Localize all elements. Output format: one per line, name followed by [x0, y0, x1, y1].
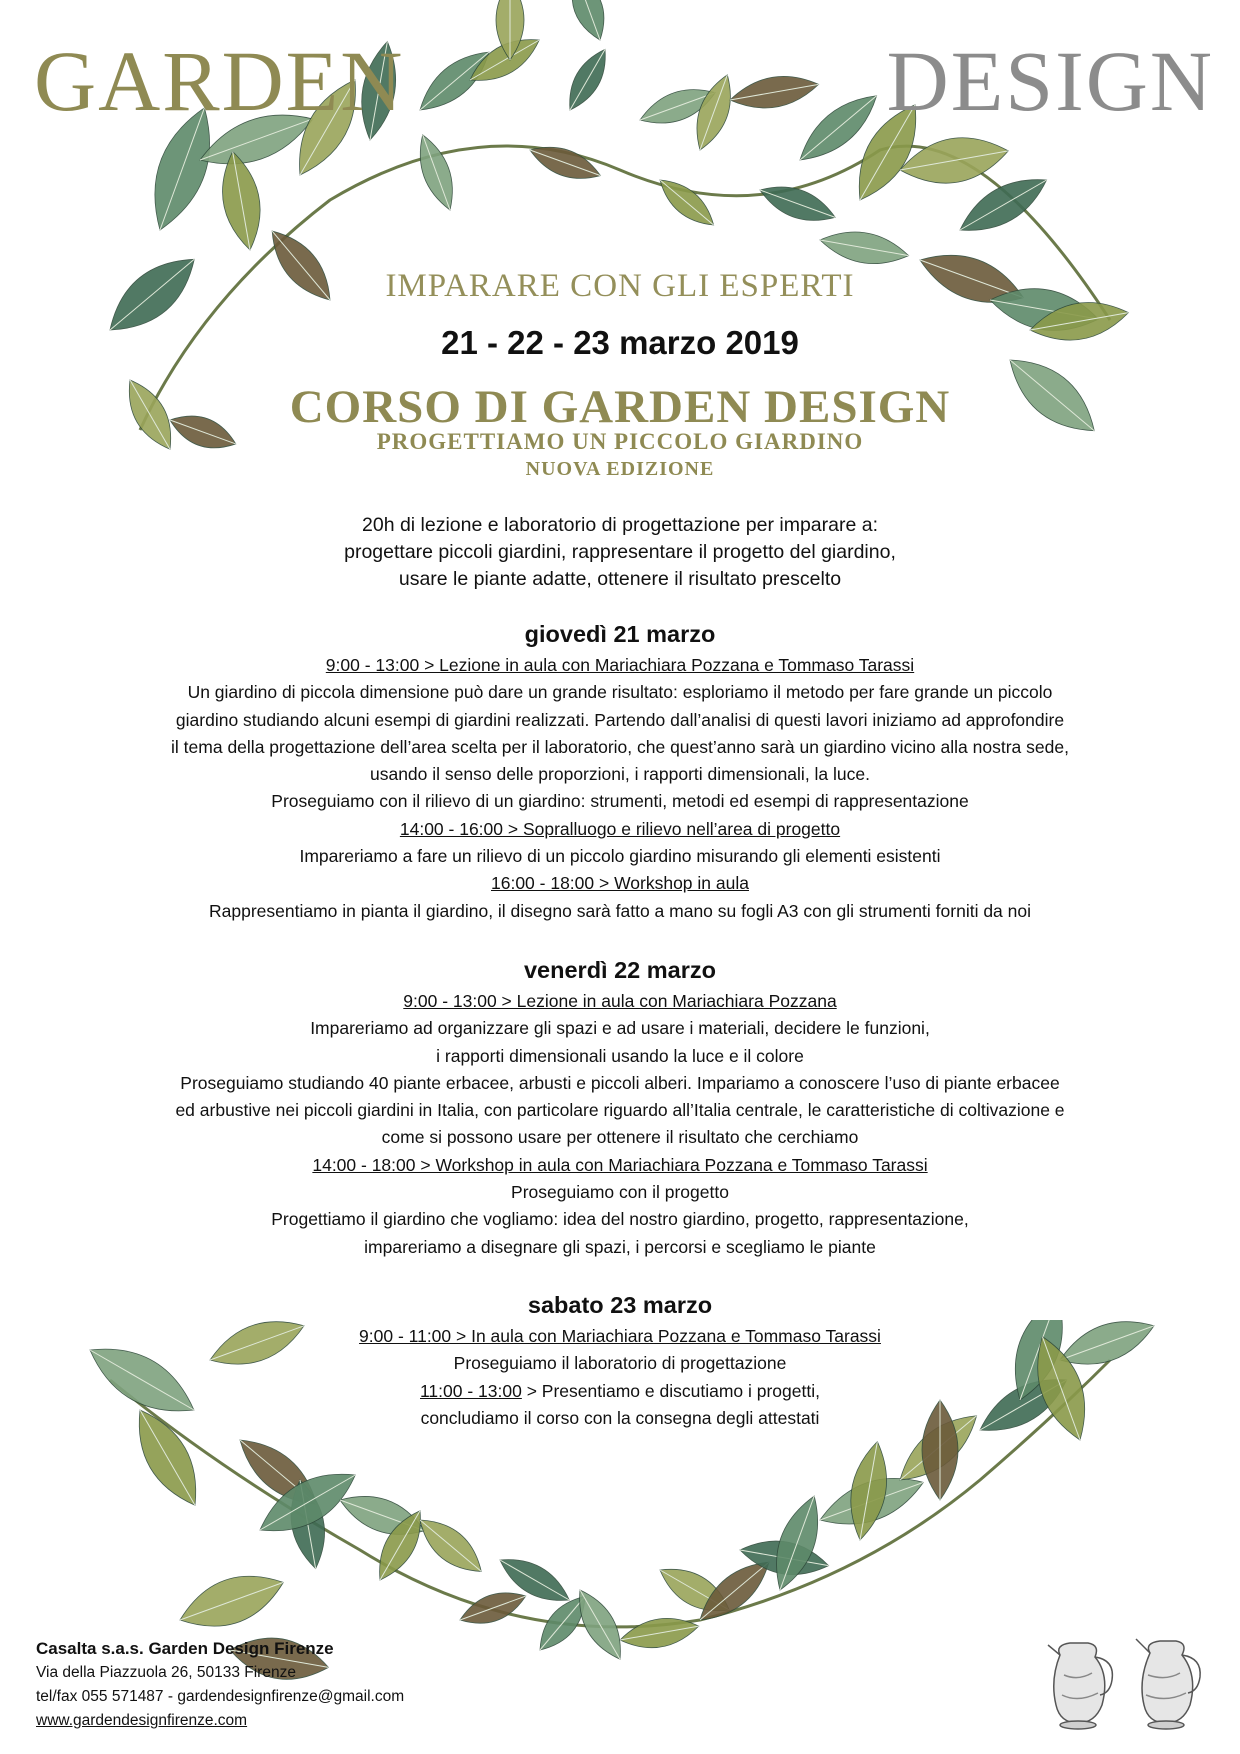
description-line: come si possono usare per ottenere il risultato che cerchiamo: [381, 1127, 859, 1148]
schedule-description: > Presentiamo e discutiamo i progetti,: [521, 1380, 820, 1401]
leaf: [563, 0, 613, 45]
day-title: sabato 23 marzo: [527, 1292, 713, 1318]
description-line: impareriamo a disegnare gli spazi, i percorsi e scegliamo le piante: [364, 1236, 876, 1257]
intro-line: 20h di lezione e laboratorio di progettazione per imparare a:: [362, 514, 878, 536]
edition-label: NUOVA EDIZIONE: [525, 458, 715, 480]
description-line: Progettiamo il giardino che vogliamo: idea del nostro giardino, progetto, rappresentazione,: [271, 1209, 969, 1230]
intro-line: usare le piante adatte, ottenere il risultato prescelto: [398, 568, 842, 590]
description-line: Un giardino di piccola dimensione può dare un grande risultato: esploriamo il metodo per fare grande un piccolo: [187, 682, 1053, 703]
leaf: [652, 171, 721, 234]
description-line: Proseguiamo studiando 40 piante erbacee, arbusti e piccoli alberi. Impariamo a conoscere l’uso di piante erbacee: [180, 1072, 1060, 1093]
leaf: [215, 148, 268, 253]
footer-contact: [36, 1637, 404, 1733]
description-line: Proseguiamo il laboratorio di progettazione: [453, 1353, 787, 1374]
leaf: [817, 225, 911, 270]
day-section-thursday: [0, 616, 1240, 925]
course-subtitle: PROGETTIAMO UN PICCOLO GIARDINO: [376, 429, 864, 454]
website-link[interactable]: www.gardendesignfirenze.com: [36, 1712, 248, 1729]
description-line: i rapporti dimensionali usando la luce e il colore: [436, 1045, 804, 1066]
schedule-slot: 9:00 - 13:00 > Lezione in aula con Mariachiara Pozzana e Tommaso Tarassi: [325, 655, 915, 675]
description-line: concludiamo il corso con la consegna degli attestati: [420, 1407, 820, 1428]
leaf: [456, 1584, 531, 1632]
description-line: ed arbustive nei piccoli giardini in Italia, con particolare riguardo all’Italia centrale, le caratteristiche di coltivazione e: [175, 1100, 1065, 1121]
company-name: Casalta s.a.s. Garden Design Firenze: [36, 1639, 334, 1658]
schedule-slot: 14:00 - 16:00 > Sopralluogo e rilievo nell’area di progetto: [399, 818, 841, 839]
description-line: Proseguiamo con il progetto: [511, 1182, 729, 1203]
schedule-time: 11:00 - 13:00: [420, 1380, 522, 1401]
day-title: giovedì 21 marzo: [524, 621, 716, 647]
description-line: Impareriamo a fare un rilievo di un piccolo giardino misurando gli elementi esistenti: [299, 846, 941, 867]
description-line: il tema della progettazione dell’area scelta per il laboratorio, che quest’anno sarà un giardino vicino alla nostra sede,: [171, 736, 1069, 757]
description-line: Impareriamo ad organizzare gli spazi e ad usare i materiali, decidere le funzioni,: [310, 1018, 930, 1039]
schedule-slot: 9:00 - 11:00 > In aula con Mariachiara Pozzana e Tommaso Tarassi: [359, 1326, 881, 1346]
title-design: DESIGN: [886, 33, 1214, 129]
course-title: CORSO DI GARDEN DESIGN: [289, 381, 951, 433]
intro-line: progettare piccoli giardini, rappresentare il progetto del giardino,: [344, 541, 896, 563]
leaf: [410, 130, 462, 214]
schedule-slot: 9:00 - 13:00 > Lezione in aula con Mariachiara Pozzana: [403, 991, 837, 1011]
event-dates: 21 - 22 - 23 marzo 2019: [441, 324, 799, 361]
company-address: Via della Piazzuola 26, 50133 Firenze: [36, 1664, 296, 1681]
intro-text: [0, 512, 1240, 593]
schedule-slot: [0, 1378, 1240, 1405]
leaf: [618, 1612, 702, 1653]
leaf: [727, 70, 821, 115]
description-line: Rappresentiamo in pianta il giardino, il disegno sarà fatto a mano su fogli A3 con gli strumenti forniti da noi: [209, 900, 1031, 921]
title-garden: GARDEN: [34, 33, 405, 129]
description-line: giardino studiando alcuni esempi di giardini realizzati. Partendo dall’analisi di questi lavori iniziamo ad approfondire: [175, 709, 1065, 730]
leaf: [755, 177, 840, 231]
day-section-friday: [0, 952, 1240, 1261]
leaf: [526, 138, 605, 188]
schedule-slot: 14:00 - 18:00 > Workshop in aula con Mariachiara Pozzana e Tommaso Tarassi: [312, 1154, 928, 1175]
leaf: [560, 43, 616, 116]
leaf: [410, 1509, 491, 1583]
description-line: usando il senso delle proporzioni, i rapporti dimensionali, la luce.: [369, 764, 870, 785]
description-line: Proseguiamo con il rilievo di un giardino: strumenti, metodi ed esempi di rappresentazione: [271, 791, 969, 812]
leaf: [410, 41, 498, 122]
day-section-saturday: [0, 1287, 1240, 1432]
day-title: venerdì 22 marzo: [523, 957, 716, 983]
subtitle: IMPARARE CON GLI ESPERTI: [385, 268, 855, 304]
schedule-slot: 16:00 - 18:00 > Workshop in aula: [491, 873, 749, 894]
jugs-illustration: [1040, 1625, 1210, 1735]
company-contact: tel/fax 055 571487 - gardendesignfirenze@gmail.com: [36, 1688, 405, 1705]
leaf: [172, 1562, 290, 1641]
